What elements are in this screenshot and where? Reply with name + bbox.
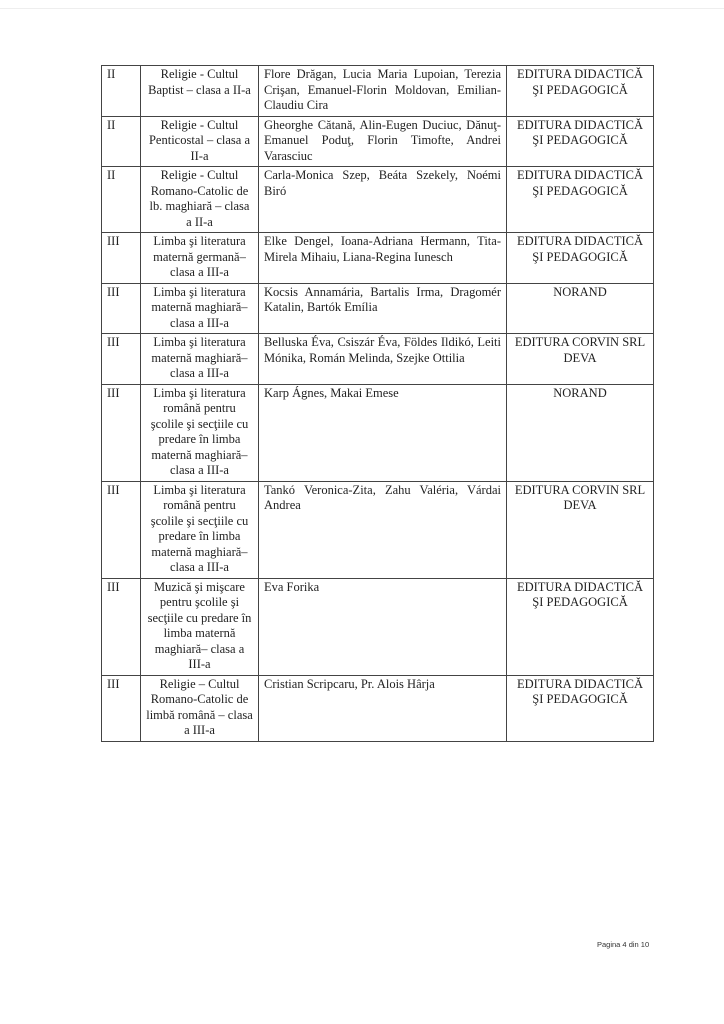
subject-cell: Limba şi literatura maternă maghiară– clasa a III-a — [141, 283, 259, 334]
subject-cell: Religie - Cultul Baptist – clasa a II-a — [141, 66, 259, 117]
class-cell: III — [102, 283, 141, 334]
publisher-cell: EDITURA DIDACTICĂ ŞI PEDAGOGICĂ — [507, 116, 654, 167]
publisher-cell: EDITURA CORVIN SRL DEVA — [507, 334, 654, 385]
authors-cell: Kocsis Annamária, Bartalis Irma, Dragomér Katalin, Bartók Emília — [259, 283, 507, 334]
class-cell: III — [102, 481, 141, 578]
class-cell: III — [102, 578, 141, 675]
table-row — [102, 675, 654, 741]
table-row — [102, 233, 654, 284]
top-divider — [0, 8, 724, 9]
table-row — [102, 334, 654, 385]
subject-cell: Limba şi literatura română pentru şcolile şi secţiile cu predare în limba maternă maghiară– clasa a III-a — [141, 481, 259, 578]
table-row — [102, 167, 654, 233]
class-cell: II — [102, 116, 141, 167]
authors-cell: Eva Forika — [259, 578, 507, 675]
authors-cell: Gheorghe Cătană, Alin-Eugen Duciuc, Dănuţ-Emanuel Poduţ, Florin Timofte, Andrei Varasciuc — [259, 116, 507, 167]
class-cell: III — [102, 675, 141, 741]
subject-cell: Limba şi literatura maternă germană– clasa a III-a — [141, 233, 259, 284]
subject-cell: Limba şi literatura română pentru şcolile şi secţiile cu predare în limba maternă maghiară– clasa a III-a — [141, 384, 259, 481]
publisher-cell: EDITURA DIDACTICĂ ŞI PEDAGOGICĂ — [507, 233, 654, 284]
table-row — [102, 283, 654, 334]
class-cell: II — [102, 167, 141, 233]
publisher-cell: EDITURA DIDACTICĂ ŞI PEDAGOGICĂ — [507, 167, 654, 233]
authors-cell: Cristian Scripcaru, Pr. Alois Hârja — [259, 675, 507, 741]
table-row — [102, 116, 654, 167]
authors-cell: Belluska Éva, Csiszár Éva, Földes Ildikó, Leiti Mónika, Román Melinda, Szejke Ottilia — [259, 334, 507, 385]
publisher-cell: NORAND — [507, 384, 654, 481]
subject-cell: Limba şi literatura maternă maghiară– clasa a III-a — [141, 334, 259, 385]
class-cell: III — [102, 233, 141, 284]
authors-cell: Karp Ágnes, Makai Emese — [259, 384, 507, 481]
subject-cell: Muzică şi mişcare pentru şcolile şi secţiile cu predare în limba maternă maghiară– clasa a III-a — [141, 578, 259, 675]
authors-cell: Flore Drăgan, Lucia Maria Lupoian, Terezia Crişan, Emanuel-Florin Moldovan, Emilian-Claudiu Cira — [259, 66, 507, 117]
publisher-cell: EDITURA CORVIN SRL DEVA — [507, 481, 654, 578]
subject-cell: Religie - Cultul Penticostal – clasa a II-a — [141, 116, 259, 167]
table-row — [102, 384, 654, 481]
class-cell: II — [102, 66, 141, 117]
authors-cell: Elke Dengel, Ioana-Adriana Hermann, Tita-Mirela Mihaiu, Liana-Regina Iunesch — [259, 233, 507, 284]
subject-cell: Religie - Cultul Romano-Catolic de lb. maghiară – clasa a II-a — [141, 167, 259, 233]
textbook-table — [101, 65, 654, 742]
authors-cell: Tankó Veronica-Zita, Zahu Valéria, Várdai Andrea — [259, 481, 507, 578]
authors-cell: Carla-Monica Szep, Beáta Szekely, Noémi Biró — [259, 167, 507, 233]
page-number: Pagina 4 din 10 — [597, 940, 650, 949]
publisher-cell: NORAND — [507, 283, 654, 334]
table-row — [102, 481, 654, 578]
publisher-cell: EDITURA DIDACTICĂ ŞI PEDAGOGICĂ — [507, 675, 654, 741]
publisher-cell: EDITURA DIDACTICĂ ŞI PEDAGOGICĂ — [507, 578, 654, 675]
subject-cell: Religie – Cultul Romano-Catolic de limbă română – clasa a III-a — [141, 675, 259, 741]
class-cell: III — [102, 384, 141, 481]
class-cell: III — [102, 334, 141, 385]
publisher-cell: EDITURA DIDACTICĂ ŞI PEDAGOGICĂ — [507, 66, 654, 117]
table-row — [102, 66, 654, 117]
table-row — [102, 578, 654, 675]
